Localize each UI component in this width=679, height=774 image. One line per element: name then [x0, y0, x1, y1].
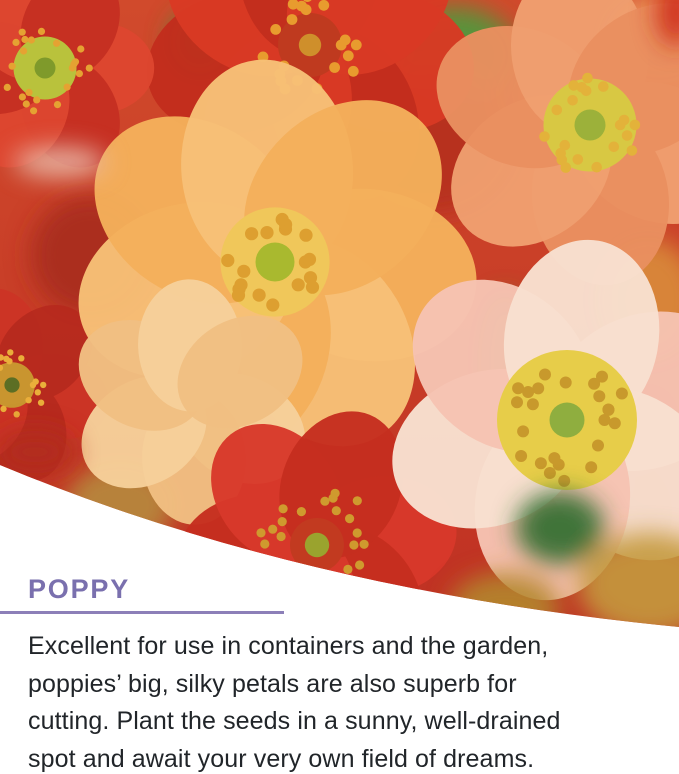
description [28, 628, 673, 774]
description-line: Excellent for use in containers and the garden, [28, 632, 549, 660]
description-line: spot and await your very own field of dreams. [28, 744, 535, 773]
description-line: cutting. Plant the seeds in a sunny, well-drained [28, 707, 561, 735]
page-title: POPPY [28, 574, 131, 604]
title-underline [0, 611, 284, 614]
description-line: poppies’ big, silky petals are also superb for [28, 669, 517, 698]
